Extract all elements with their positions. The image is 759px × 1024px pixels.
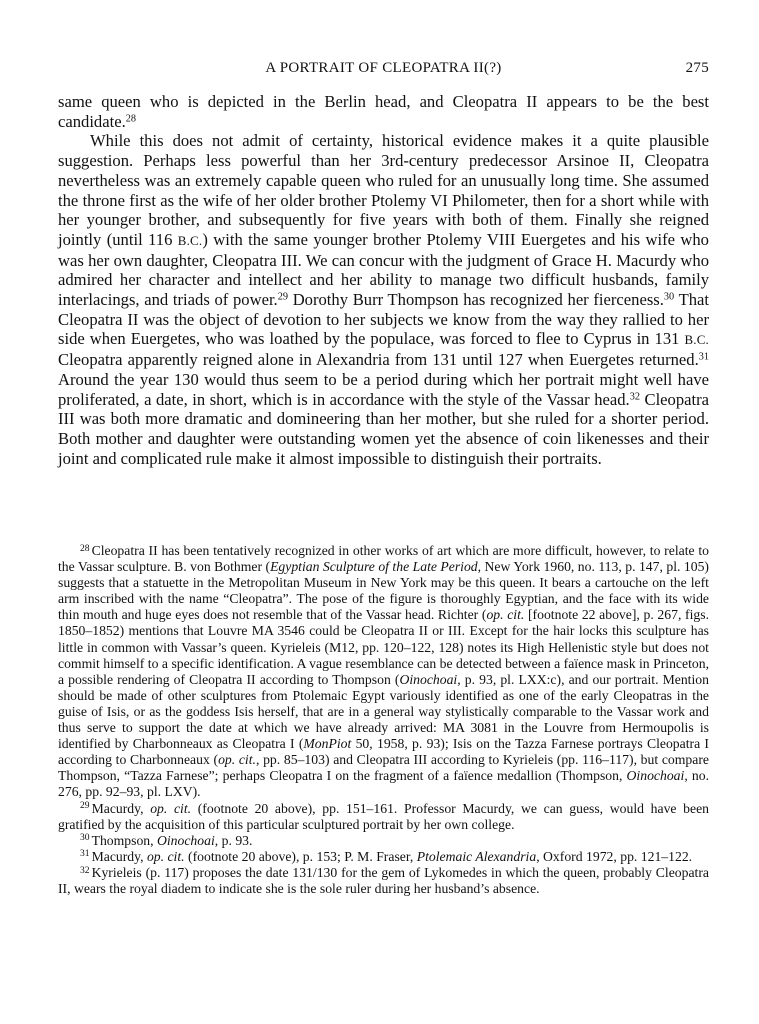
- running-title: A PORTRAIT OF CLEOPATRA II(?): [265, 60, 502, 76]
- era-abbrev: B.C.: [684, 332, 709, 348]
- paragraph-2-text: Dorothy Burr Thompson has recognized her fierceness.: [288, 290, 664, 310]
- footnote-italic: op. cit.: [218, 752, 256, 768]
- footnote-text: Kyrieleis (p. 117) proposes the date 131/130 for the gem of Lykomedes in which the queen, probably Cleopatra II, wears the royal diadem to indicate she is the sole ruler during her husband’s absence.: [58, 864, 709, 896]
- footnote-number: 28: [80, 542, 90, 554]
- footnote-text: , Oxford 1972, pp. 121–122.: [536, 848, 693, 864]
- footnote-text: (footnote 20 above), p. 153; P. M. Fraser,: [184, 848, 417, 864]
- footnote-italic: MonPiot: [303, 736, 352, 752]
- footnotes: [58, 543, 709, 897]
- footnote-ref-29: 29: [277, 291, 288, 303]
- footnote-italic: op. cit.: [150, 800, 192, 816]
- paragraph-2-text: Around the year 130 would thus seem to be a period during which her portrait might well have proliferated, a date, in short, which is in accordance with the style of the Vassar head.: [58, 369, 709, 409]
- footnote-29: [58, 801, 709, 833]
- footnote-number: 30: [80, 832, 90, 844]
- footnote-number: 31: [80, 848, 90, 860]
- footnote-italic: Oinochoai: [156, 832, 215, 848]
- footnote-italic: op. cit.: [146, 848, 185, 864]
- paragraph-2-text: While this does not admit of certainty, historical evidence makes it a quite plausible suggestion. Perhaps less powerful than her 3rd-century predecessor Arsinoe II, Cleopatra nevertheless was an extremely capable queen who ruled for an unusually long time. She assumed the throne first as the wife of her older brother Ptolemy VI Philometer, then for a short while with her younger brother, and subsequently for five years with both of them. Finally she reigned jointly (until 116: [58, 131, 709, 249]
- footnote-text: Macurdy,: [91, 848, 147, 864]
- footnote-text: Macurdy,: [91, 800, 151, 816]
- footnote-italic: Egyptian Sculpture of the Late Period: [270, 559, 478, 575]
- paragraph-2-text: Cleopatra apparently reigned alone in Alexandria from 131 until 127 when Euergetes returned.: [58, 350, 699, 370]
- paragraph-1: [58, 92, 709, 131]
- footnote-31: [58, 849, 709, 865]
- paragraph-1-text: same queen who is depicted in the Berlin head, and Cleopatra II appears to be the best candidate.: [58, 92, 709, 131]
- paragraph-2-text: That Cleopatra II was the object of devotion to her subjects we know from the way they rallied to her side when Euergetes, who was loathed by the populace, was forced to flee to Cyprus in 131: [58, 290, 709, 349]
- paragraph-2-text: ) with the same younger brother Ptolemy VIII Euergetes and his wife who was her own daughter, Cleopatra III. We can concur with the judgment of Grace H. Macurdy who admired her character and intellect and her ability to manage two difficult husbands, family interlacings, and triads of power.: [58, 229, 709, 310]
- footnote-text: [footnote 22 above], p. 267, figs. 1850–1852) mentions that Louvre MA 3546 could be Cleopatra II or III. Except for the hair locks this sculpture has little in common with Vassar’s queen. Kyrieleis (M12, pp. 120–122, 128) notes its High Hellenistic style but does not commit himself to a specific identification. A vague resemblance can be detected between a faïence mask in Princeton, a possible rendering of Cleopatra II according to Thompson (: [58, 607, 709, 687]
- footnote-28: [58, 543, 709, 801]
- footnote-number: 29: [80, 800, 90, 812]
- footnote-text: 50, 1958, p. 93); Isis on the Tazza Farnese portrays Cleopatra I according to Charbonneaux (: [58, 736, 709, 768]
- page-number: 275: [685, 60, 709, 76]
- footnote-text: , p. 93.: [214, 832, 253, 848]
- footnote-text: Thompson,: [91, 832, 157, 848]
- footnote-text: , no. 276, pp. 92–93, pl. LXV).: [58, 768, 710, 800]
- footnote-ref-31: 31: [698, 351, 709, 363]
- paragraph-2-text: Cleopatra III was both more dramatic and domineering than her mother, but she ruled for a shorter period. Both mother and daughter were outstanding women yet the absence of coin likenesses and their joint and complicated rule make it almost impossible to distinguish their portraits.: [58, 389, 709, 468]
- footnote-30: [58, 833, 709, 849]
- paragraph-2: [58, 131, 709, 468]
- footnote-italic: Ptolemaic Alexandria: [416, 848, 537, 864]
- footnote-text: (footnote 20 above), pp. 151–161. Professor Macurdy, we can guess, would have been gratified by the acquisition of this particular sculptured portrait by her own college.: [58, 800, 709, 832]
- footnote-text: , p. 93, pl. LXX:c), and our portrait. Mention should be made of other sculptures from Ptolemaic Egypt variously identified as one of the early Cleopatras in the guise of Isis, or as the goddess Isis herself, that are in a general way stylistically comparable to the Vassar work and thus serve to support the date at which we have already arrived: MA 3081 in the Louvre from Hermoupolis is identified by Charbonneaux as Cleopatra I (: [58, 671, 709, 752]
- era-abbrev: B.C.: [177, 232, 203, 248]
- footnote-ref-32: 32: [629, 390, 640, 402]
- footnote-number: 32: [80, 864, 90, 876]
- footnote-text: Cleopatra II has been tentatively recognized in other works of art which are more difficult, however, to relate to the Vassar sculpture. B. von Bothmer (: [58, 543, 709, 575]
- footnote-italic: Oinochoai: [626, 768, 685, 784]
- footnote-ref-30: 30: [663, 291, 675, 303]
- footnote-text: , pp. 85–103) and Cleopatra III according to Kyrieleis (pp. 116–117), but compare Thompson, “Tazza Farnese”; perhaps Cleopatra I on the fragment of a faïence medallion (Thompson,: [58, 752, 709, 784]
- footnote-32: [58, 865, 709, 897]
- running-header: [58, 60, 709, 82]
- footnote-text: , New York 1960, no. 113, p. 147, pl. 105) suggests that a statuette in the Metropolitan Museum in New York may be this queen. It bears a cartouche on the left arm inscribed with the name “Cleopatra”. The pose of the figure is thoroughly Egyptian, and the face with its wide thin mouth and huge eyes does not resemble that of the Vassar head. Richter (: [58, 559, 709, 623]
- main-text: [58, 92, 709, 468]
- footnote-italic: op. cit.: [486, 607, 525, 623]
- footnote-italic: Oinochoai: [399, 671, 458, 687]
- footnote-ref-28: 28: [125, 113, 137, 125]
